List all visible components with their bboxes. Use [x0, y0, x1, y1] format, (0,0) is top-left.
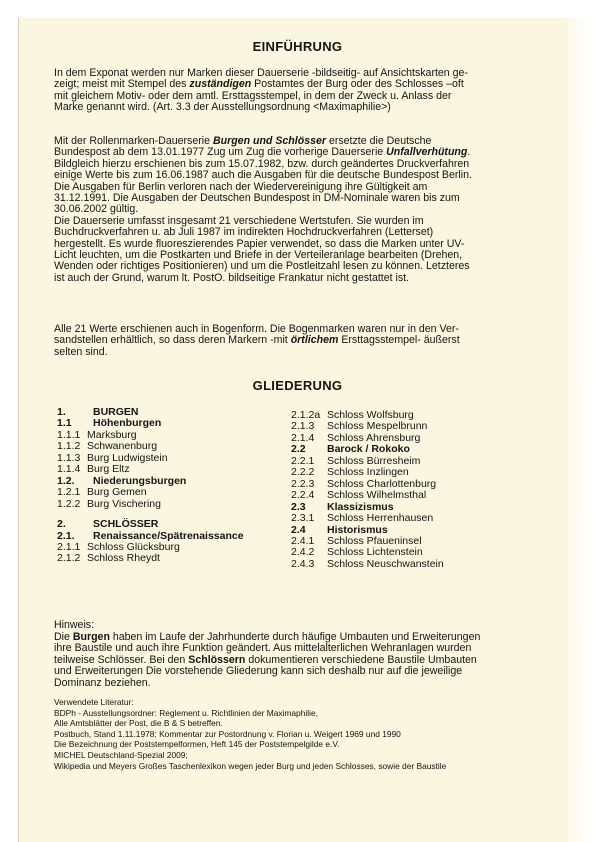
text-line: sandstellen erhältlich, so dass deren Markern -mit [54, 334, 291, 347]
text-line: Bildgleich hierzu erschienen bis zum 15.07.1982, bzw. durch geändertes Druckverfahren [54, 157, 470, 170]
emphasis-text: Schlössern [188, 653, 246, 666]
text-line: Marke genannt wird. (Art. 3.3 der Ausstellungsordnung <Maximaphilie>) [54, 101, 391, 114]
text-line: Die [54, 630, 73, 643]
outline-label: Schwanenburg [87, 440, 158, 453]
outline-entry [57, 499, 244, 510]
outline-label: Schloss Herrenhausen [327, 512, 434, 525]
outline-entry [291, 490, 444, 501]
outline-entry [57, 487, 244, 498]
text-line: Wenden oder richtiges Positionieren) und um die Postleitzahl lesen zu können. Letzteres [54, 260, 470, 273]
hint-heading: Hinweis: [54, 619, 95, 631]
outline-label: Schloss Wolfsburg [327, 409, 414, 421]
emphasis-text: örtlichem [290, 334, 339, 347]
text-line: ist auch der Grund, warum lt. PostO. bildseitige Frankatur nicht gestattet ist. [54, 271, 410, 284]
text-line: ersetzte die Deutsche [326, 135, 432, 147]
literature-item: Die Bezeichnung der Poststempelformen, Heft 145 der Poststempelgilde e.V. [54, 739, 340, 750]
text-line: Die Ausgaben für Berlin verloren nach der Wiedervereinigung ihre Gültigkeit am [54, 180, 428, 193]
outline-label: Schloss Mespelbrunn [327, 420, 428, 433]
emphasis-text: zuständigen [189, 78, 252, 91]
outline-number: 2.4.1 [291, 534, 315, 547]
text-line: Mit der Rollenmarken-Dauerserie [54, 135, 213, 147]
outline-entry [291, 467, 444, 478]
outline-label: Schloss Glücksburg [87, 540, 180, 553]
outline-entry [291, 559, 444, 570]
outline-number: 2.3 [291, 500, 306, 513]
text-line: teilweise Schlösser. Bei den [54, 653, 189, 666]
emphasis-text: Unfallverhütung [386, 146, 468, 159]
outline-number: 2.2.4 [291, 489, 315, 502]
text-line: zeigt; meist mit Stempel des [54, 78, 190, 91]
outline-number: 2.1.2a [291, 409, 321, 421]
text-line: Die Dauerserie umfasst insgesamt 21 verschiedene Wertstufen. Sie wurden im [54, 214, 424, 227]
literature-item: BDPh - Ausstellungsordner: Reglement u. Richtlinien der Maximaphilie, [54, 707, 318, 718]
literature-item: Wikipedia und Meyers Großes Taschenlexikon wegen jeder Burg und jeden Schlosses, sowie der Baustile [54, 760, 447, 771]
outline-label: BURGEN [93, 406, 139, 418]
outline-number: 2.4.2 [291, 546, 315, 559]
emphasis-text: Burgen und Schlösser [212, 135, 326, 147]
text-line: Dominanz beziehen. [54, 676, 151, 689]
text-line: Licht leuchten, um die Postkarten und Briefe in der Verteileranlage bearbeiten (Drehen, [54, 249, 463, 262]
outline-entry [57, 519, 244, 530]
outline-title: GLIEDERUNG [252, 378, 343, 393]
outline-number: 2.1.4 [291, 431, 315, 444]
text-line: Buchdruckverfahren u. ab Juli 1987 im indirekten Hochdruckverfahren (Letterset) [54, 226, 434, 239]
outline-label: Schloss Lichtenstein [327, 546, 423, 559]
outline-left-column [57, 407, 244, 565]
text-line: ihre Baustile und auch ihre Funktion geändert. Aus mittelalterlichen Wehranlagen wurden [54, 642, 472, 655]
outline-entry [57, 464, 244, 475]
outline-number: 1.1.3 [57, 451, 81, 464]
text-line: Bundespost ab dem 13.01.1977 Zug um Zug die vorherige Dauerserie [54, 146, 387, 159]
outline-label: Schloss Rheydt [87, 552, 160, 565]
page-edge [568, 18, 595, 842]
outline-number: 2.1.1 [57, 540, 81, 553]
outline-label: Klassizismus [327, 500, 394, 513]
text-line: Alle 21 Werte erschienen auch in Bogenform. Die Bogenmarken waren nur in den Ver- [54, 323, 459, 335]
text-line: Ersttagsstempel- äußerst [338, 334, 460, 347]
outline-number: 2.2.3 [291, 477, 315, 490]
text-line: 30.06.2002 gültig. [54, 203, 139, 216]
outline-label: Burg Gemen [87, 486, 147, 499]
outline-number: 2.2.1 [291, 454, 315, 467]
text-line: haben im Laufe der Jahrhunderte durch häufige Umbauten und Erweiterungen [109, 630, 481, 643]
outline-label: Schloss Pfaueninsel [327, 534, 422, 547]
hint-section [54, 620, 524, 690]
text-line: 31.12.1991. Die Ausgaben der Deutschen Bundespost in DM-Nominale waren bis zum [54, 192, 460, 205]
literature-heading: Verwendete Literatur: [54, 697, 134, 707]
text-line: dokumentieren verschiedene Baustile Umbauten [245, 653, 477, 666]
outline-number: 2.2.2 [291, 466, 315, 479]
outline-label: Burg Vischering [87, 497, 161, 510]
outline-label: Niederungsburgen [93, 474, 187, 487]
text-line: und Erweiterungen Die vorstehende Gliederung kann sich deshalb nur auf die jeweilige [54, 665, 463, 678]
outline-number: 1.2.2 [57, 497, 81, 510]
outline-entry [57, 476, 244, 487]
outline-label: Renaissance/Spätrenaissance [93, 529, 244, 542]
literature-section [54, 697, 534, 771]
outline-number: 1.2. [57, 474, 75, 487]
outline-entry [57, 553, 244, 564]
outline-number: 1. [57, 406, 66, 418]
outline-label: Schloss Ahrensburg [327, 431, 421, 444]
outline-number: 2.1.3 [291, 420, 315, 433]
outline-number: 1.1.4 [57, 463, 81, 476]
outline-label: Burg Eltz [87, 463, 130, 476]
outline-number: 1.2.1 [57, 486, 81, 499]
outline-number: 1.1.2 [57, 440, 81, 453]
outline-label: Höhenburgen [93, 417, 162, 430]
text-line: einige Werte bis zum 16.06.1987 auch die Ausgaben für die deutsche Bundespost Berlin. [54, 169, 472, 182]
outline-number: 2.4 [291, 523, 306, 536]
outline-number: 2. [57, 518, 66, 531]
outline-label: Schloss Wilhelmsthal [327, 489, 427, 502]
text-line: mit gleichem Motiv- oder dem amtl. Ersttagsstempel, in dem der Zweck u. Anlass der [54, 89, 452, 102]
intro-title: EINFÜHRUNG [252, 39, 343, 54]
outline-label: Schloss Inzlingen [327, 466, 409, 479]
outline-number: 2.1.2 [57, 552, 81, 565]
text-line: . [467, 146, 471, 159]
literature-item: Alle Amtsblätter der Post, die B & S betreffen. [54, 718, 223, 729]
outline-right-column [291, 410, 444, 570]
outline-label: Marksburg [87, 428, 137, 441]
text-line: Postamtes der Burg oder des Schlosses –oft [251, 78, 464, 91]
text-line: hergestellt. Es wurde fluoreszierendes Papier verwendet, so dass die Marken unter UV- [54, 237, 465, 250]
outline-label: Schloss Charlottenburg [327, 477, 437, 490]
outline-label: Schloss Neuschwanstein [327, 557, 444, 570]
outline-number: 2.2 [291, 443, 306, 456]
intro-paragraph-1 [54, 68, 524, 114]
text-line: In dem Exponat werden nur Marken dieser Dauerserie -bildseitig- auf Ansichtskarten ge- [54, 67, 468, 79]
outline-number: 1.1 [57, 417, 72, 430]
outline-number: 2.3.1 [291, 512, 315, 525]
literature-item: Postbuch, Stand 1.11.1978; Kommentar zur Postordnung v. Florian u. Weigert 1969 und 1990 [54, 728, 401, 739]
outline-entry [57, 418, 244, 429]
intro-paragraph-3 [54, 324, 524, 358]
emphasis-text: Burgen [72, 630, 110, 643]
outline-number: 1.1.1 [57, 428, 81, 441]
outline-label: SCHLÖSSER [93, 518, 159, 531]
outline-number: 2.4.3 [291, 557, 315, 570]
outline-label: Schloss Bürresheim [327, 454, 421, 467]
intro-paragraph-2 [54, 136, 524, 284]
outline-entry [291, 513, 444, 524]
outline-label: Barock / Rokoko [327, 443, 410, 456]
outline-label: Burg Ludwigstein [87, 451, 168, 464]
literature-item: MICHEL Deutschland-Spezial 2009; [54, 749, 188, 760]
outline-entry [57, 453, 244, 464]
outline-label: Historismus [327, 523, 388, 536]
outline-number: 2.1. [57, 529, 75, 542]
text-line: selten sind. [54, 345, 108, 358]
